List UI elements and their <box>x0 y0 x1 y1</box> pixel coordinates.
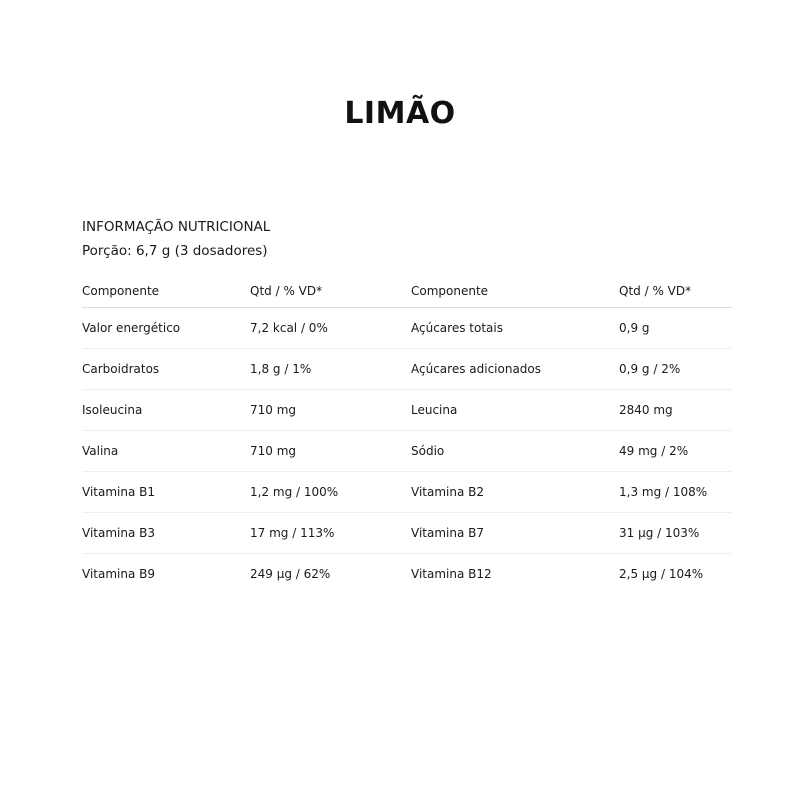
component-name: Sódio <box>411 431 619 472</box>
component-amount: 1,2 mg / 100% <box>250 472 411 513</box>
component-name: Açúcares totais <box>411 308 619 349</box>
component-amount: 710 mg <box>250 431 411 472</box>
portion-size: Porção: 6,7 g (3 dosadores) <box>82 243 268 259</box>
nutrition-table <box>82 282 732 594</box>
component-amount: 0,9 g <box>619 308 732 349</box>
component-name: Isoleucina <box>82 390 250 431</box>
table-row <box>82 308 732 349</box>
component-name: Leucina <box>411 390 619 431</box>
component-amount: 710 mg <box>250 390 411 431</box>
product-title: LIMÃO <box>344 96 456 131</box>
component-name: Vitamina B7 <box>411 513 619 554</box>
component-amount: 31 µg / 103% <box>619 513 732 554</box>
column-header-component: Componente <box>82 282 250 308</box>
table-row <box>82 390 732 431</box>
component-amount: 2,5 µg / 104% <box>619 567 704 581</box>
table-row <box>82 349 732 390</box>
column-header-component: Componente <box>411 282 619 308</box>
component-amount: 49 mg / 2% <box>619 431 732 472</box>
column-header-amount: Qtd / % VD* <box>619 282 732 308</box>
table-row <box>82 472 732 513</box>
component-name: Vitamina B2 <box>411 472 619 513</box>
component-amount: 17 mg / 113% <box>250 513 411 554</box>
component-name: Vitamina B3 <box>82 513 250 554</box>
component-amount: 7,2 kcal / 0% <box>250 308 411 349</box>
component-name: Valor energético <box>82 308 250 349</box>
component-amount: 1,8 g / 1% <box>250 349 411 390</box>
component-name: Valina <box>82 431 250 472</box>
column-header-amount: Qtd / % VD* <box>250 282 411 308</box>
component-name: Vitamina B9 <box>82 567 156 581</box>
component-amount: 2840 mg <box>619 390 732 431</box>
component-name: Carboidratos <box>82 349 250 390</box>
nutrition-heading: INFORMAÇÃO NUTRICIONAL <box>82 219 271 235</box>
component-amount: 0,9 g / 2% <box>619 349 732 390</box>
component-name: Vitamina B12 <box>411 567 492 581</box>
component-amount: 1,3 mg / 108% <box>619 472 732 513</box>
table-row <box>82 554 732 595</box>
table-header-row <box>82 282 732 308</box>
component-amount: 249 µg / 62% <box>250 567 331 581</box>
component-name: Açúcares adicionados <box>411 349 619 390</box>
table-row <box>82 513 732 554</box>
nutrition-panel <box>82 216 732 594</box>
component-name: Vitamina B1 <box>82 472 250 513</box>
table-row <box>82 431 732 472</box>
